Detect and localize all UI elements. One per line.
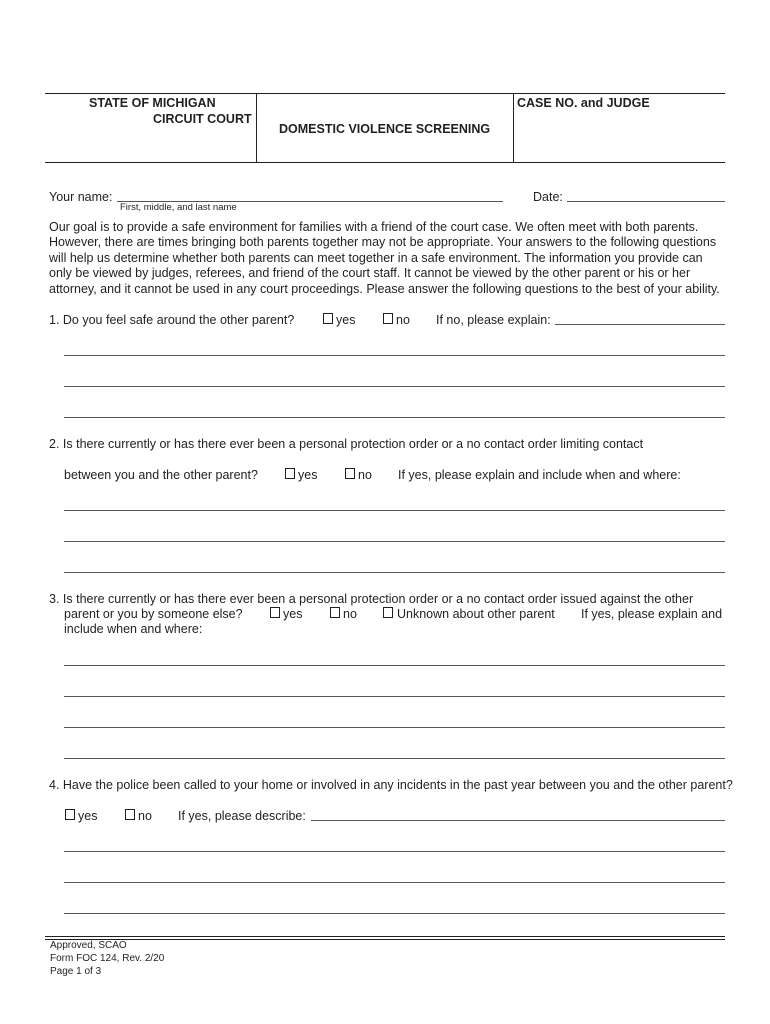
q3-answer-line[interactable] [64, 758, 725, 759]
intro-paragraph [49, 220, 729, 297]
q1-no-checkbox[interactable] [383, 313, 393, 324]
case-no-label: CASE NO. and JUDGE [517, 96, 650, 110]
q1-yes-label: yes [336, 313, 356, 327]
q4-explain-label: If yes, please describe: [178, 809, 306, 823]
q1-answer-line[interactable] [64, 417, 725, 418]
footer-divider [45, 936, 725, 937]
header-bottom-border [45, 162, 725, 163]
q1-explain-field[interactable] [555, 324, 725, 325]
court-label: CIRCUIT COURT [153, 112, 252, 126]
q1-answer-line[interactable] [64, 386, 725, 387]
q2-answer-line[interactable] [64, 510, 725, 511]
q4-no-label: no [138, 809, 152, 823]
q3-text-line3: include when and where: [64, 622, 203, 636]
q4-text: 4. Have the police been called to your home or involved in any incidents in the past year between you and the other parent? [49, 778, 733, 792]
q3-yes-label: yes [283, 607, 303, 621]
footer-form-number: Form FOC 124, Rev. 2/20 [50, 953, 165, 964]
q2-yes-label: yes [298, 468, 318, 482]
q1-text: 1. Do you feel safe around the other parent? [49, 313, 295, 327]
q3-answer-line[interactable] [64, 665, 725, 666]
date-field[interactable] [567, 201, 725, 202]
header-top-border [45, 93, 725, 94]
q3-unknown-checkbox[interactable] [383, 607, 393, 618]
form-title: DOMESTIC VIOLENCE SCREENING [279, 122, 491, 136]
q3-text-line2: parent or you by someone else? [64, 607, 243, 621]
header-divider-left [256, 93, 257, 162]
intro-line: attorney, and it cannot be used in any court proceedings. Please answer the following questions to the best of your ability. [49, 281, 720, 296]
q4-yes-label: yes [78, 809, 98, 823]
q4-yes-checkbox[interactable] [65, 809, 75, 820]
q3-answer-line[interactable] [64, 696, 725, 697]
q2-no-checkbox[interactable] [345, 468, 355, 479]
q2-yes-checkbox[interactable] [285, 468, 295, 479]
q1-explain-label: If no, please explain: [436, 313, 551, 327]
q4-answer-line[interactable] [64, 882, 725, 883]
q4-answer-line[interactable] [64, 913, 725, 914]
q3-no-label: no [343, 607, 357, 621]
q2-explain-label: If yes, please explain and include when and where: [398, 468, 681, 482]
q3-no-checkbox[interactable] [330, 607, 340, 618]
q2-text-line1: 2. Is there currently or has there ever been a personal protection order or a no contact order limiting contact [49, 437, 644, 451]
q3-text-line1: 3. Is there currently or has there ever been a personal protection order or a no contact order issued against the other [49, 592, 694, 606]
footer-page-number: Page 1 of 3 [50, 966, 102, 977]
q3-unknown-label: Unknown about other parent [397, 607, 555, 621]
footer-approved: Approved, SCAO [50, 940, 127, 951]
q3-yes-checkbox[interactable] [270, 607, 280, 618]
q2-no-label: no [358, 468, 372, 482]
q1-no-label: no [396, 313, 410, 327]
q1-yes-checkbox[interactable] [323, 313, 333, 324]
intro-line: only be viewed by judges, referees, and friend of the court staff. It cannot be viewed by the other parent or his or her [49, 266, 691, 281]
q1-answer-line[interactable] [64, 355, 725, 356]
intro-line: Our goal is to provide a safe environment for families with a friend of the court case. We often meet with both parents. [49, 220, 699, 234]
q2-answer-line[interactable] [64, 541, 725, 542]
q3-explain-label: If yes, please explain and [581, 607, 723, 621]
state-label: STATE OF MICHIGAN [89, 96, 216, 110]
q4-no-checkbox[interactable] [125, 809, 135, 820]
intro-line: will help us determine whether both parents can meet together in a safe environment. The information you provide can [49, 250, 703, 265]
q4-explain-field[interactable] [311, 820, 725, 821]
q2-text-line2: between you and the other parent? [64, 468, 258, 482]
intro-line: However, there are times bringing both parents together may not be appropriate. Your answers to the following questions [49, 235, 717, 250]
name-label: Your name: [49, 190, 113, 204]
q4-answer-line[interactable] [64, 851, 725, 852]
name-hint: First, middle, and last name [120, 202, 237, 213]
header-divider-right [513, 93, 514, 162]
q3-answer-line[interactable] [64, 727, 725, 728]
footer-divider [45, 939, 725, 940]
q2-answer-line[interactable] [64, 572, 725, 573]
date-label: Date: [533, 190, 563, 204]
